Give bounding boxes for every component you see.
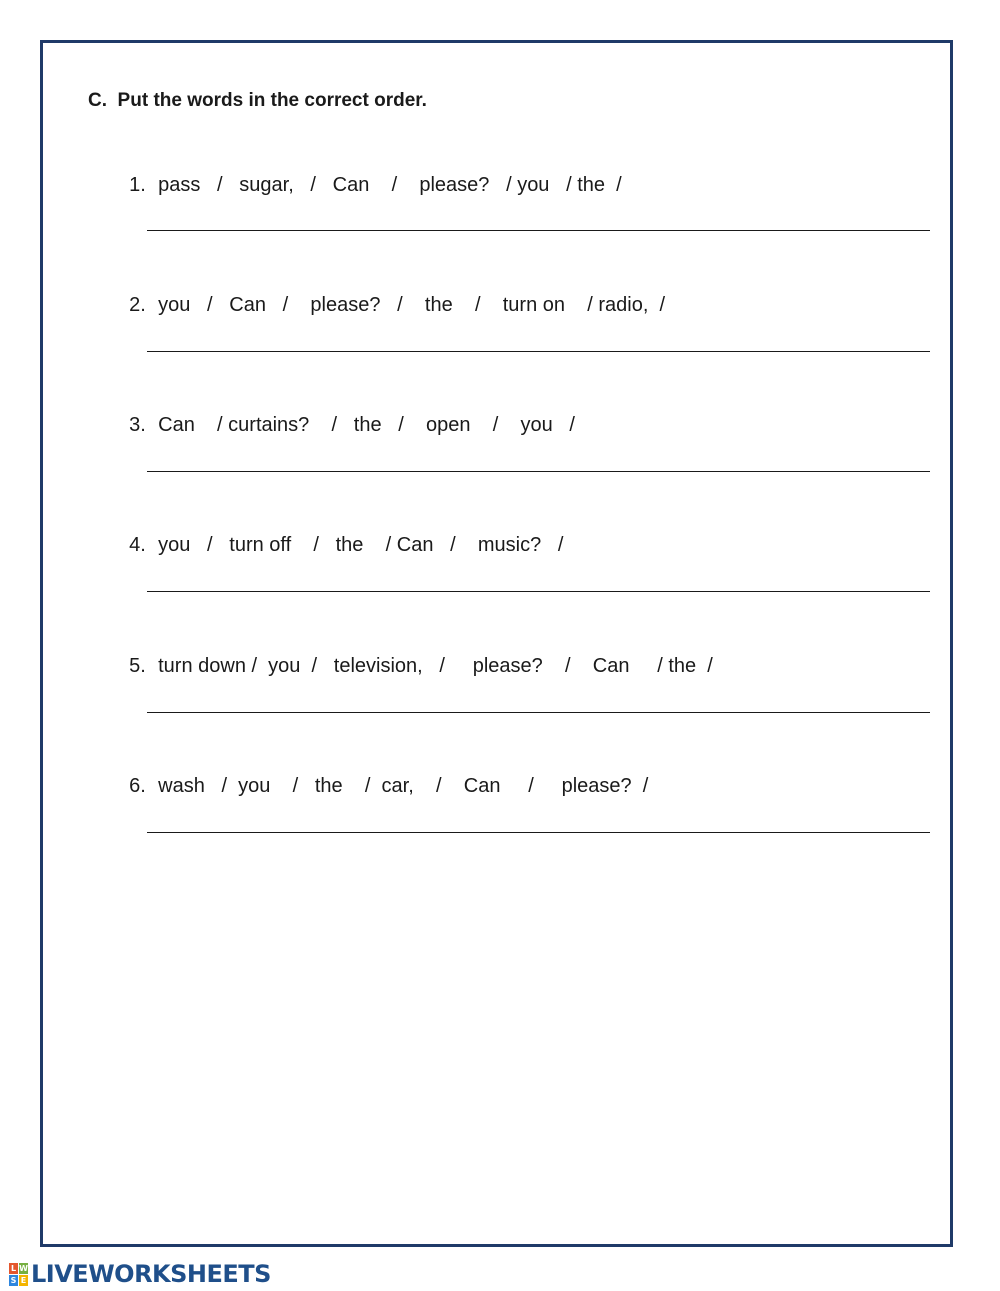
item-number: 6. (129, 775, 146, 797)
scrambled-words: wash / you / the / car, / Can / please? / (158, 775, 649, 797)
answer-line-3[interactable] (147, 471, 930, 472)
logo-text: LIVEWORKSHEETS (31, 1260, 271, 1288)
logo-tile: W (19, 1263, 28, 1273)
item-number: 5. (129, 655, 146, 677)
scrambled-words: you / turn off / the / Can / music? / (158, 534, 564, 556)
logo-tile: E (20, 1275, 27, 1285)
exercise-item-4 (118, 511, 563, 557)
exercise-item-1 (118, 151, 622, 197)
answer-line-1[interactable] (147, 230, 930, 231)
item-number: 2. (129, 294, 146, 316)
section-heading: C. Put the words in the correct order. (88, 90, 427, 111)
answer-line-4[interactable] (147, 591, 930, 592)
item-number: 4. (129, 534, 146, 556)
item-number: 1. (129, 174, 146, 196)
logo-tile: L (10, 1263, 17, 1273)
scrambled-words: you / Can / please? / the / turn on / radio, / (158, 294, 666, 316)
answer-line-6[interactable] (147, 832, 930, 833)
scrambled-words: Can / curtains? / the / open / you / (158, 414, 575, 436)
exercise-item-5 (118, 632, 713, 678)
exercise-item-2 (118, 271, 665, 317)
liveworksheets-logo-icon (9, 1263, 28, 1286)
logo-tile: S (10, 1275, 17, 1285)
item-number: 3. (129, 414, 146, 436)
answer-line-5[interactable] (147, 712, 930, 713)
scrambled-words: turn down / you / television, / please? / Can / the / (158, 655, 713, 677)
answer-line-2[interactable] (147, 351, 930, 352)
scrambled-words: pass / sugar, / Can / please? / you / the / (158, 174, 622, 196)
exercise-item-6 (118, 752, 648, 798)
liveworksheets-logo[interactable] (9, 1262, 271, 1286)
exercise-item-3 (118, 391, 575, 437)
